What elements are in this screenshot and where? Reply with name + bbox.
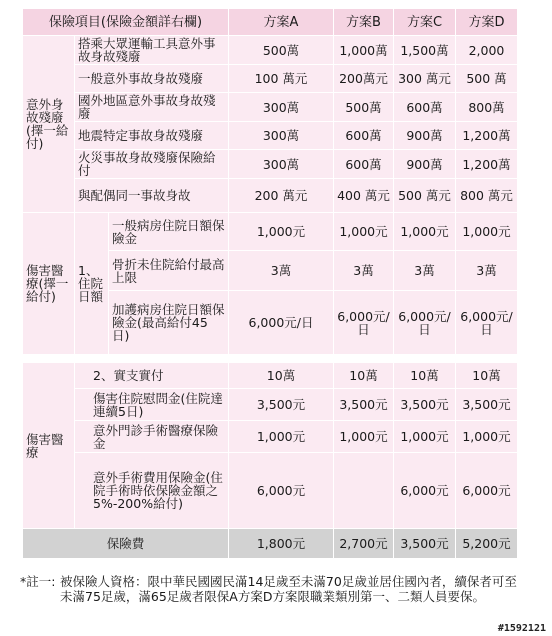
cell-b: 400 萬元 xyxy=(334,179,394,213)
row-label: 傷害住院慰問金(住院達連續5日) xyxy=(75,389,229,421)
cell-d: 1,000元 xyxy=(456,421,518,453)
table-row xyxy=(23,122,518,150)
cell-d: 1,200萬 xyxy=(456,150,518,179)
cell-b: 500萬 xyxy=(334,93,394,122)
row-label: 地震特定事故身故殘廢 xyxy=(75,122,229,150)
cell-d: 1,000元 xyxy=(456,213,518,251)
cell-a: 200 萬元 xyxy=(229,179,334,213)
premium-a: 1,800元 xyxy=(229,529,334,559)
cell-a: 1,000元 xyxy=(229,213,334,251)
row-label: 2、實支實付 xyxy=(75,363,229,389)
cell-a: 6,000元 xyxy=(229,453,334,529)
cell-d: 800萬 xyxy=(456,93,518,122)
cell-c: 6,000元/日 xyxy=(394,291,456,355)
cell-c: 300 萬元 xyxy=(394,65,456,93)
cell-b xyxy=(334,453,394,529)
row-label: 火災事故身故殘廢保險給付 xyxy=(75,150,229,179)
header-plan-a: 方案A xyxy=(229,9,334,36)
cell-b: 1,000元 xyxy=(334,421,394,453)
table-row xyxy=(23,363,518,389)
cell-a: 3萬 xyxy=(229,251,334,291)
cell-c: 3萬 xyxy=(394,251,456,291)
cell-b: 600萬 xyxy=(334,122,394,150)
table-row xyxy=(23,421,518,453)
cell-c: 900萬 xyxy=(394,150,456,179)
cell-d: 6,000元 xyxy=(456,453,518,529)
table-row xyxy=(23,150,518,179)
header-plan-d: 方案D xyxy=(456,9,518,36)
cell-c: 1,500萬 xyxy=(394,36,456,65)
table-row xyxy=(23,453,518,529)
group-label-medical: 傷害醫療(擇一給付) xyxy=(23,213,75,355)
cell-b: 1,000元 xyxy=(334,213,394,251)
sub-label-daily: 1、住院日額 xyxy=(75,213,109,355)
row-label: 加護病房住院日額保險金(最高給付45日) xyxy=(109,291,229,355)
group-label-accident: 意外身故殘廢(擇一給付) xyxy=(23,36,75,213)
cell-c: 3,500元 xyxy=(394,389,456,421)
premium-row xyxy=(23,529,518,559)
cell-c: 10萬 xyxy=(394,363,456,389)
cell-a: 100 萬元 xyxy=(229,65,334,93)
coverage-table-upper xyxy=(22,8,518,355)
cell-b: 3,500元 xyxy=(334,389,394,421)
footnote-mark: *註一: xyxy=(20,574,56,589)
cell-a: 500萬 xyxy=(229,36,334,65)
cell-c: 900萬 xyxy=(394,122,456,150)
row-label: 搭乘大眾運輸工具意外事故身故殘廢 xyxy=(75,36,229,65)
row-label: 意外手術費用保險金(住院手術時依保險金額之5%-200%給付) xyxy=(75,453,229,529)
premium-c: 3,500元 xyxy=(394,529,456,559)
row-label: 與配偶同一事故身故 xyxy=(75,179,229,213)
table-row xyxy=(23,65,518,93)
cell-d: 10萬 xyxy=(456,363,518,389)
header-plan-c: 方案C xyxy=(394,9,456,36)
cell-d: 6,000元/日 xyxy=(456,291,518,355)
table-row xyxy=(23,389,518,421)
row-label: 一般意外事故身故殘廢 xyxy=(75,65,229,93)
cell-c: 1,000元 xyxy=(394,421,456,453)
cell-d: 3萬 xyxy=(456,251,518,291)
cell-d: 1,200萬 xyxy=(456,122,518,150)
cell-a: 300萬 xyxy=(229,93,334,122)
cell-a: 6,000元/日 xyxy=(229,291,334,355)
table-row xyxy=(23,179,518,213)
premium-label: 保險費 xyxy=(23,529,229,559)
row-label: 骨折未住院給付最高上限 xyxy=(109,251,229,291)
cell-b: 1,000萬 xyxy=(334,36,394,65)
cell-a: 300萬 xyxy=(229,150,334,179)
row-label: 國外地區意外事故身故殘廢 xyxy=(75,93,229,122)
table-row xyxy=(23,93,518,122)
header-plan-b: 方案B xyxy=(334,9,394,36)
watermark: #1592121 xyxy=(497,623,546,634)
table-row xyxy=(23,213,518,251)
cell-c: 1,000元 xyxy=(394,213,456,251)
cell-d: 500 萬 xyxy=(456,65,518,93)
cell-c: 600萬 xyxy=(394,93,456,122)
cell-c: 6,000元 xyxy=(394,453,456,529)
premium-d: 5,200元 xyxy=(456,529,518,559)
header-item: 保險項目(保險金額詳右欄) xyxy=(23,9,229,36)
premium-b: 2,700元 xyxy=(334,529,394,559)
cell-d: 800 萬元 xyxy=(456,179,518,213)
cell-b: 3萬 xyxy=(334,251,394,291)
coverage-table-lower xyxy=(22,362,518,559)
row-label: 意外門診手術醫療保險金 xyxy=(75,421,229,453)
table-row xyxy=(23,36,518,65)
cell-d: 3,500元 xyxy=(456,389,518,421)
row-label: 一般病房住院日額保險金 xyxy=(109,213,229,251)
cell-b: 600萬 xyxy=(334,150,394,179)
cell-b: 6,000元/日 xyxy=(334,291,394,355)
cell-a: 1,000元 xyxy=(229,421,334,453)
cell-d: 2,000 xyxy=(456,36,518,65)
cell-b: 10萬 xyxy=(334,363,394,389)
footnote-text: 被保險人資格：限中華民國國民滿14足歲至未滿70足歲並居住國內者，續保者可至未滿75足歲，滿65足歲者限保A方案D方案限職業類別第一、二類人員要保。 xyxy=(60,574,517,604)
group-label-medical: 傷害醫療 xyxy=(23,363,75,529)
cell-c: 500 萬元 xyxy=(394,179,456,213)
header-row xyxy=(23,9,518,36)
cell-b: 200萬元 xyxy=(334,65,394,93)
cell-a: 3,500元 xyxy=(229,389,334,421)
cell-a: 300萬 xyxy=(229,122,334,150)
cell-a: 10萬 xyxy=(229,363,334,389)
